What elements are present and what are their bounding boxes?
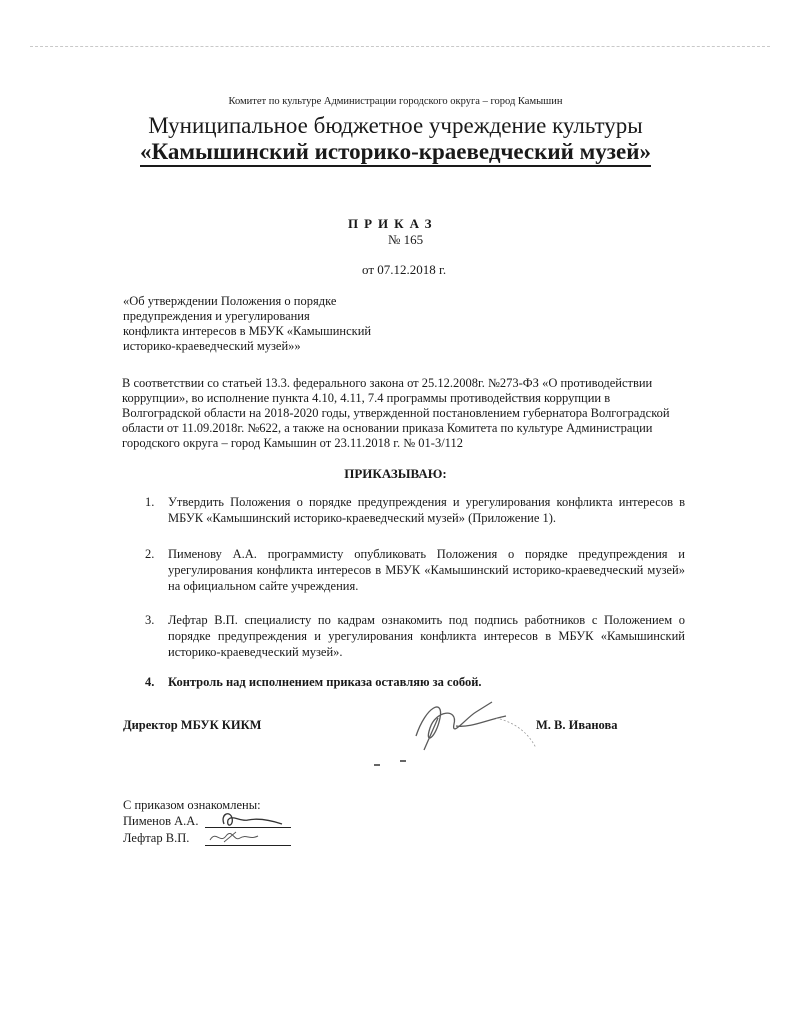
order-item-3	[145, 612, 685, 660]
order-item-1	[145, 494, 685, 526]
item-text: Утвердить Положения о порядке предупреждения и урегулирования конфликта интересов в МБУК «Камышинский историко-краеведческий музей» (Приложение 1).	[168, 495, 685, 525]
institution-heading: Муниципальное бюджетное учреждение культуры	[148, 113, 643, 138]
item-text: Пименову А.А. программисту опубликовать Положения о порядке предупреждения и урегулирования конфликта интересов в МБУК «Камышинский историко-краеведческий музей» на официальном сайте учреждения.	[168, 547, 685, 593]
item-text: Контроль над исполнением приказа оставляю за собой.	[168, 675, 482, 689]
director-title: Директор МБУК КИКМ	[123, 718, 262, 732]
scan-marks	[372, 758, 412, 768]
item-number: 1.	[145, 495, 155, 509]
order-subject: «Об утверждении Положения о порядке предупреждения и урегулирования конфликта интересов в МБУК «Камышинский историко-краеведческий музей»»	[123, 294, 372, 353]
item-text: Лефтар В.П. специалисту по кадрам ознакомить под подпись работников с Положением о порядке предупреждения и урегулирования конфликта интересов в МБУК «Камышинский историко-краеведческий музей».	[168, 613, 685, 659]
acknowledged-person-1: Пименов А.А.	[123, 814, 199, 828]
item-number: 2.	[145, 547, 155, 561]
museum-heading	[0, 138, 791, 166]
acknowledgement-heading: С приказом ознакомлены:	[123, 798, 261, 812]
item-number: 4.	[145, 675, 155, 689]
order-preamble: В соответствии со статьей 13.3. федерального закона от 25.12.2008г. №273-ФЗ «О противодействии коррупции», во исполнение пункта 4.10, 4.11, 7.4 программы противодействия коррупции в Волгоградской области на 2018-2020 годы, утвержденной постановлением губернатора Волгоградской области от 11.09.2018г. №622, а также на основании приказа Комитета по культуре Администрации городского округа – город Камышин от 23.11.2018 г. № 01-3/112	[122, 376, 670, 450]
director-signature	[396, 688, 546, 768]
decree-heading: ПРИКАЗЫВАЮ:	[344, 466, 447, 481]
order-title: ПРИКАЗ	[348, 216, 438, 231]
signature-leftar	[206, 826, 266, 846]
director-name: М. В. Иванова	[536, 718, 618, 732]
order-item-2	[145, 546, 685, 594]
item-number: 3.	[145, 613, 155, 627]
acknowledged-person-2: Лефтар В.П.	[123, 831, 190, 845]
order-number: № 165	[388, 232, 424, 247]
museum-name: «Камышинский историко-краеведческий музей»	[140, 139, 651, 167]
scan-edge-line	[30, 46, 770, 47]
committee-heading: Комитет по культуре Администрации городского округа – город Камышин	[228, 96, 563, 107]
order-date: от 07.12.2018 г.	[362, 262, 447, 277]
